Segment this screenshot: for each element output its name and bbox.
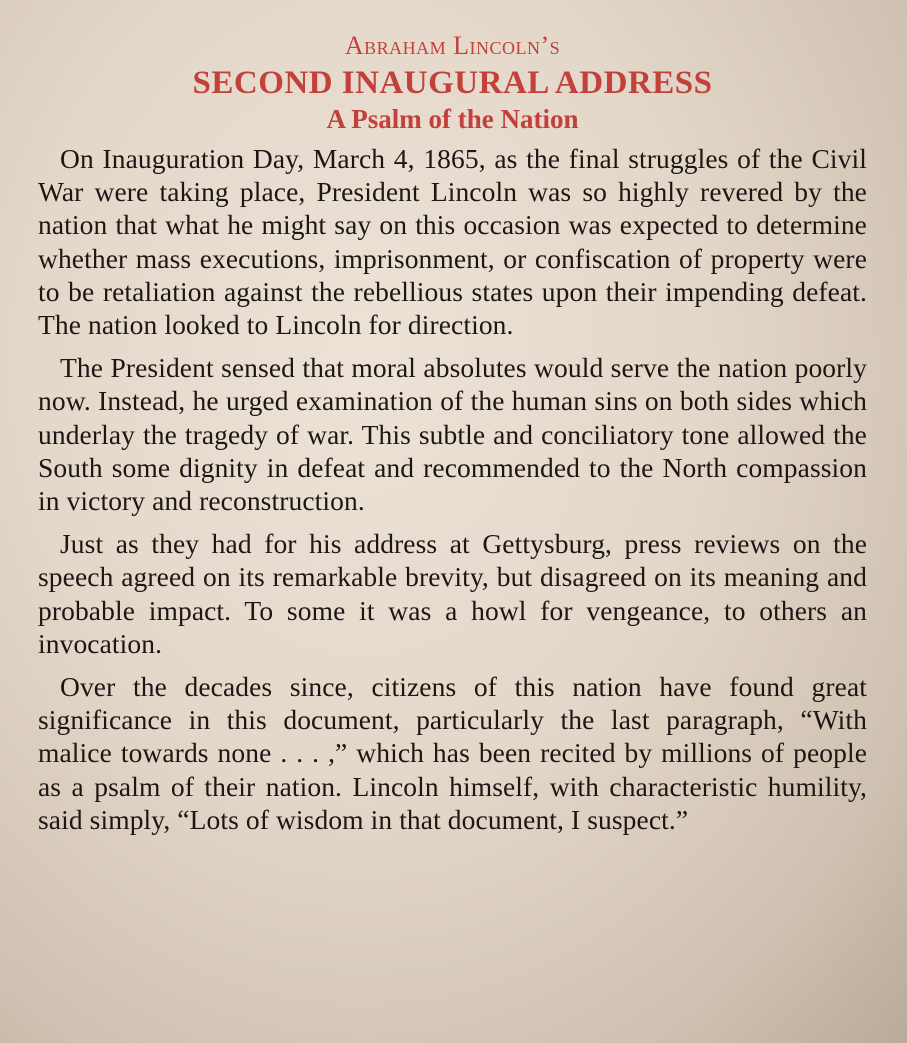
paragraph-3: Just as they had for his address at Gettysburg, press reviews on the speech agreed on its remarkable brevity, but disagreed on its meaning and probable impact. To some it was a howl for vengeance, to others an invocation. (38, 528, 867, 659)
paragraph-1: On Inauguration Day, March 4, 1865, as the final struggles of the Civil War were taking place, President Lincoln was so highly revered by the nation that what he might say on this occasion was expected to determine whether mass executions, imprisonment, or confiscation of property were to be retaliation against the rebellious states upon their impending defeat. The nation looked to Lincoln for direction. (38, 143, 867, 341)
header-author-line: Abraham Lincoln’s (344, 31, 561, 60)
document-header (38, 28, 867, 136)
document-body (38, 142, 867, 836)
page-title: SECOND INAUGURAL ADDRESS (192, 65, 713, 101)
page-subtitle: A Psalm of the Nation (326, 104, 579, 134)
paragraph-4: Over the decades since, citizens of this nation have found great significance in this document, particularly the last paragraph, “With malice towards none . . . ,” which has been recited by millions of people as a psalm of their nation. Lincoln himself, with characteristic humility, said simply, “Lots of wisdom in that document, I suspect.” (38, 671, 867, 835)
paragraph-2: The President sensed that moral absolutes would serve the nation poorly now. Instead, he urged examination of the human sins on both sides which underlay the tragedy of war. This subtle and conciliatory tone allowed the South some dignity in defeat and recommended to the North compassion in victory and reconstruction. (38, 352, 867, 517)
